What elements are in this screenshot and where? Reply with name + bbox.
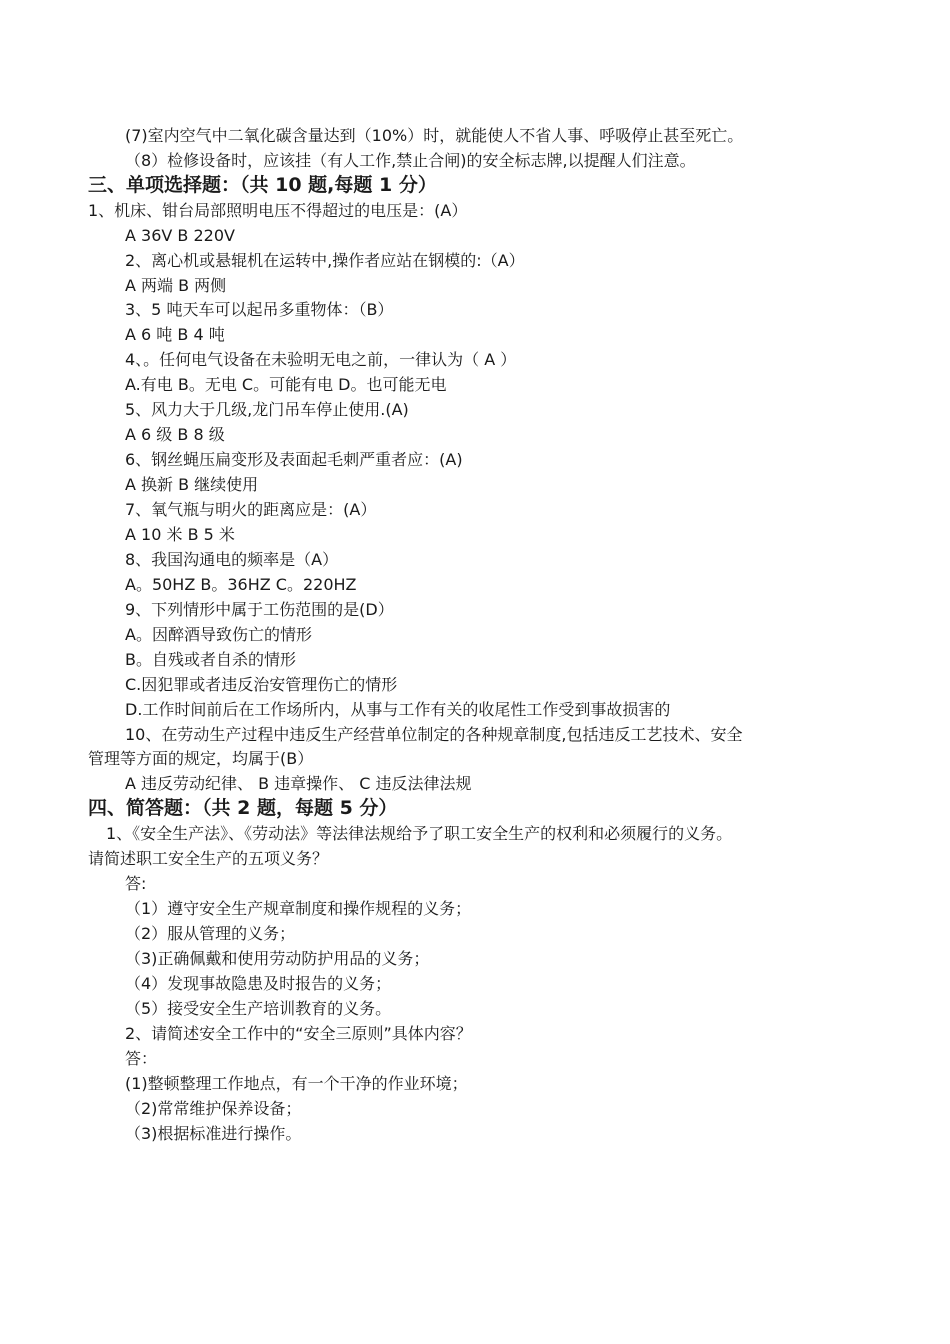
answer-options: A 36V B 220V bbox=[125, 226, 235, 245]
answer-label: 答： bbox=[125, 1049, 158, 1068]
question-text: 管理等方面的规定，均属于(B） bbox=[88, 749, 314, 768]
answer-options: A。50HZ B。36HZ C。220HZ bbox=[125, 575, 357, 594]
question-text: 2、离心机或悬辊机在运转中,操作者应站在钢模的:（A） bbox=[125, 251, 525, 270]
question-text: 1、《安全生产法》、《劳动法》等法律法规给予了职工安全生产的权利和必须履行的义务。 bbox=[106, 824, 733, 843]
answer-item: （2）服从管理的义务； bbox=[125, 924, 296, 943]
answer-item: (1)整顿整理工作地点，有一个干净的作业环境； bbox=[125, 1074, 468, 1093]
question-text: 7、氧气瓶与明火的距离应是：(A） bbox=[125, 500, 377, 519]
section-heading-single-choice: 三、单项选择题：（共 10 题,每题 1 分） bbox=[88, 174, 437, 196]
answer-option: D.工作时间前后在工作场所内，从事与工作有关的收尾性工作受到事故损害的 bbox=[125, 700, 671, 719]
answer-item: （3)正确佩戴和使用劳动防护用品的义务； bbox=[125, 949, 430, 968]
answer-option: A。因醉酒导致伤亡的情形 bbox=[125, 625, 312, 644]
question-text: 8、我国沟通电的频率是（A） bbox=[125, 550, 339, 569]
answer-options: A 两端 B 两侧 bbox=[125, 276, 227, 295]
question-text: 4、。任何电气设备在未验明无电之前，一律认为（ A ） bbox=[125, 350, 517, 369]
answer-options: A 违反劳动纪律、 B 违章操作、 C 违反法律法规 bbox=[125, 774, 472, 793]
answer-item: （5）接受安全生产培训教育的义务。 bbox=[125, 999, 392, 1018]
text-line: (7)室内空气中二氧化碳含量达到（10%）时，就能使人不省人事、呼吸停止甚至死亡。 bbox=[125, 126, 744, 145]
question-text: 6、钢丝蝇压扁变形及表面起毛刺严重者应：(A) bbox=[125, 450, 463, 469]
answer-options: A 换新 B 继续使用 bbox=[125, 475, 259, 494]
answer-options: A.有电 B。无电 C。可能有电 D。也可能无电 bbox=[125, 375, 447, 394]
question-text: 10、在劳动生产过程中违反生产经营单位制定的各种规章制度,包括违反工艺技术、安全 bbox=[125, 725, 743, 744]
answer-item: （1）遵守安全生产规章制度和操作规程的义务； bbox=[125, 899, 472, 918]
text-line: （8）检修设备时，应该挂（有人工作,禁止合闸)的安全标志牌,以提醒人们注意。 bbox=[125, 151, 696, 170]
question-text: 2、请简述安全工作中的“安全三原则”具体内容？ bbox=[125, 1024, 472, 1043]
question-text: 1、机床、钳台局部照明电压不得超过的电压是：(A） bbox=[88, 201, 468, 220]
question-text: 请简述职工安全生产的五项义务？ bbox=[88, 849, 329, 868]
question-text: 5、风力大于几级,龙门吊车停止使用.(A) bbox=[125, 400, 409, 419]
answer-item: （3)根据标准进行操作。 bbox=[125, 1124, 302, 1143]
answer-options: A 10 米 B 5 米 bbox=[125, 525, 235, 544]
answer-item: （4）发现事故隐患及时报告的义务； bbox=[125, 974, 392, 993]
question-text: 3、5 吨天车可以起吊多重物体：（B） bbox=[125, 300, 394, 319]
answer-option: C.因犯罪或者违反治安管理伤亡的情形 bbox=[125, 675, 398, 694]
answer-label: 答: bbox=[125, 874, 147, 893]
answer-item: （2)常常维护保养设备； bbox=[125, 1099, 302, 1118]
section-heading-short-answer: 四、简答题：（共 2 题，每题 5 分） bbox=[88, 797, 398, 819]
answer-options: A 6 吨 B 4 吨 bbox=[125, 325, 225, 344]
answer-options: A 6 级 B 8 级 bbox=[125, 425, 225, 444]
answer-option: B。自残或者自杀的情形 bbox=[125, 650, 296, 669]
question-text: 9、下列情形中属于工伤范围的是(D） bbox=[125, 600, 394, 619]
